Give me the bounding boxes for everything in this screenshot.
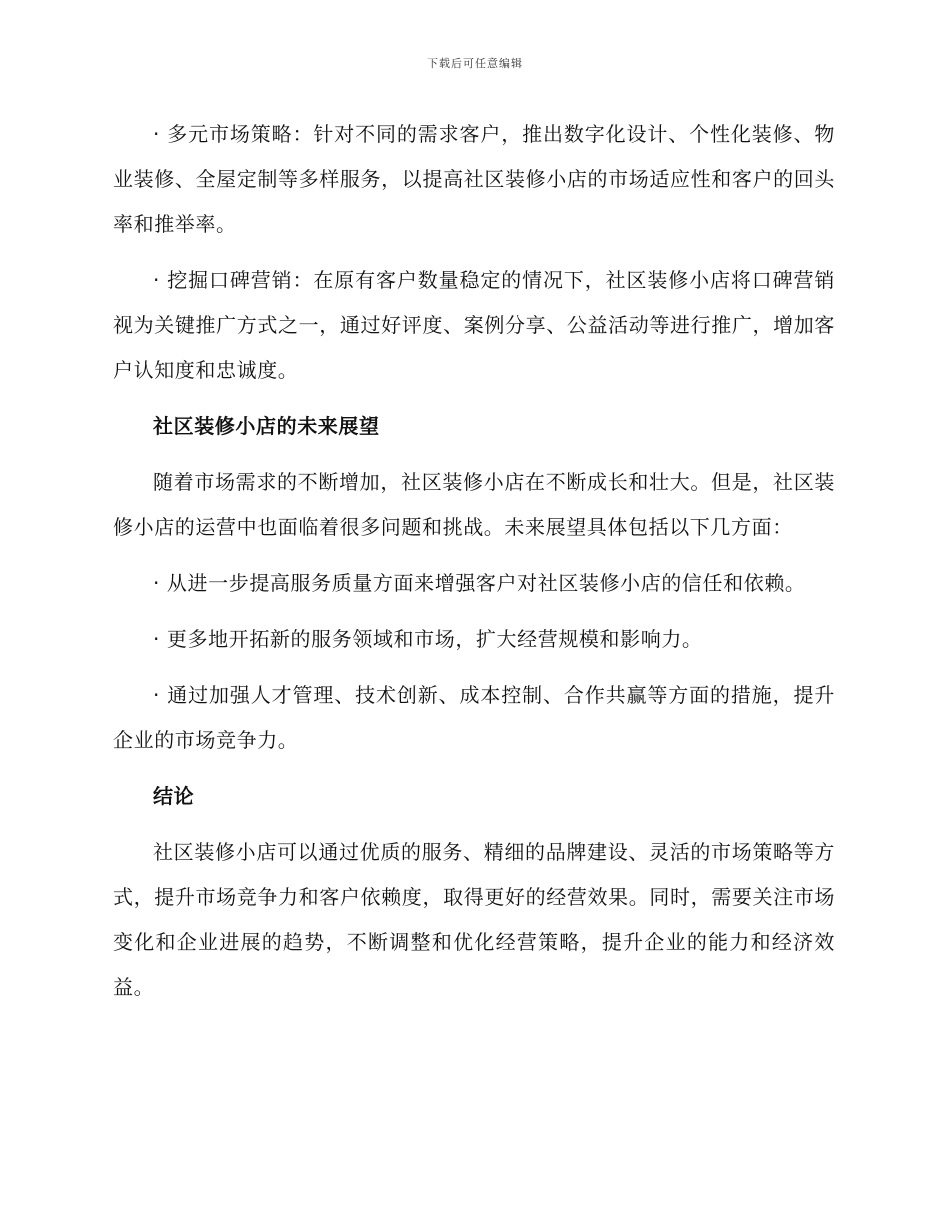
bullet-paragraph-diversified-strategy: · 多元市场策略：针对不同的需求客户，推出数字化设计、个性化装修、物业装修、全屋定制等多样服务，以提高社区装修小店的市场适应性和客户的回头率和推举率。 [113,122,835,236]
bullet-paragraph-word-of-mouth: · 挖掘口碑营销：在原有客户数量稳定的情况下，社区装修小店将口碑营销视为关键推广方式之一，通过好评度、案例分享、公益活动等进行推广，增加客户认知度和忠诚度。 [113,268,835,382]
bullet-paragraph-service-quality: · 从进一步提高服务质量方面来增强客户对社区装修小店的信任和依赖。 [153,571,806,595]
section-heading-future-outlook: 社区装修小店的未来展望 [153,414,380,438]
header-note: 下载后可任意编辑 [427,57,523,70]
document-body [113,112,835,1010]
bullet-paragraph-competitiveness: · 通过加强人才管理、技术创新、成本控制、合作共赢等方面的措施，提升企业的市场竞争力。 [113,683,835,752]
section-heading-conclusion: 结论 [153,784,195,808]
paragraph-conclusion: 社区装修小店可以通过优质的服务、精细的品牌建设、灵活的市场策略等方式，提升市场竞争力和客户依赖度，取得更好的经营效果。同时，需要关注市场变化和企业进展的趋势，不断调整和优化经营策略，提升企业的能力和经济效益。 [113,840,835,999]
paragraph-future-outlook-intro: 随着市场需求的不断增加，社区装修小店在不断成长和壮大。但是，社区装修小店的运营中也面临着很多问题和挑战。未来展望具体包括以下几方面： [113,470,835,539]
bullet-paragraph-new-markets: · 更多地开拓新的服务领域和市场，扩大经营规模和影响力。 [153,627,703,651]
